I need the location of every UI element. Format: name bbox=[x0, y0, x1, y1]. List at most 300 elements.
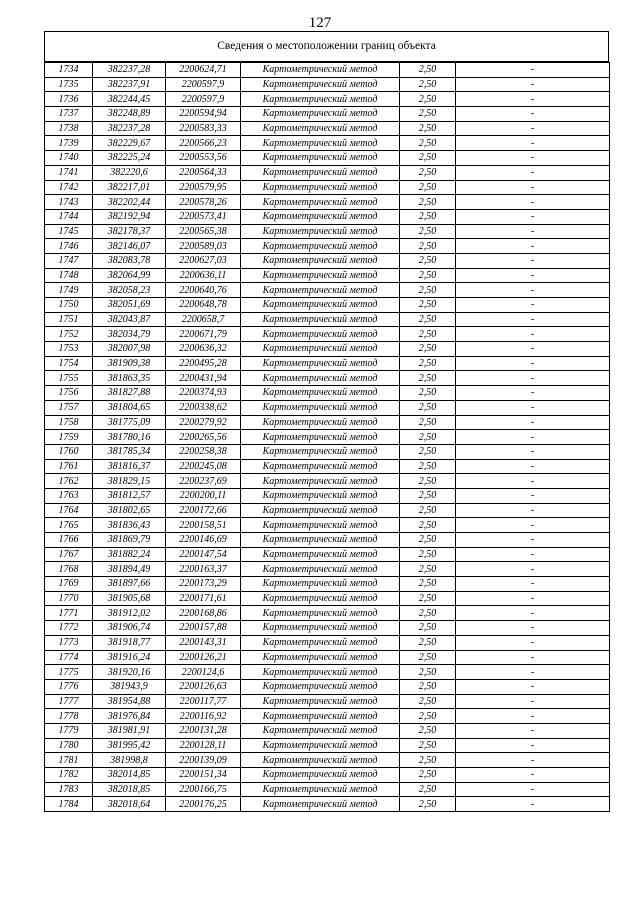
note-cell: - bbox=[456, 121, 610, 136]
coord-y-cell: 2200648,78 bbox=[166, 298, 241, 313]
note-cell: - bbox=[456, 327, 610, 342]
table-row bbox=[45, 430, 610, 445]
table-row bbox=[45, 136, 610, 151]
point-number-cell: 1747 bbox=[45, 253, 93, 268]
accuracy-cell: 2,50 bbox=[400, 768, 456, 783]
coord-y-cell: 2200143,31 bbox=[166, 635, 241, 650]
method-cell: Картометрический метод bbox=[241, 327, 400, 342]
table-row bbox=[45, 312, 610, 327]
method-cell: Картометрический метод bbox=[241, 797, 400, 812]
coord-x-cell: 382083,78 bbox=[93, 253, 166, 268]
note-cell: - bbox=[456, 298, 610, 313]
accuracy-cell: 2,50 bbox=[400, 121, 456, 136]
note-cell: - bbox=[456, 738, 610, 753]
note-cell: - bbox=[456, 356, 610, 371]
coord-y-cell: 2200146,69 bbox=[166, 533, 241, 548]
table-title: Сведения о местоположении границ объекта bbox=[44, 31, 609, 62]
note-cell: - bbox=[456, 239, 610, 254]
coord-y-cell: 2200566,23 bbox=[166, 136, 241, 151]
coord-x-cell: 382007,98 bbox=[93, 342, 166, 357]
coord-y-cell: 2200158,51 bbox=[166, 518, 241, 533]
accuracy-cell: 2,50 bbox=[400, 268, 456, 283]
method-cell: Картометрический метод bbox=[241, 107, 400, 122]
coord-x-cell: 381897,66 bbox=[93, 577, 166, 592]
point-number-cell: 1738 bbox=[45, 121, 93, 136]
table-row bbox=[45, 738, 610, 753]
method-cell: Картометрический метод bbox=[241, 195, 400, 210]
coord-x-cell: 381816,37 bbox=[93, 459, 166, 474]
note-cell: - bbox=[456, 92, 610, 107]
table-row bbox=[45, 209, 610, 224]
coord-x-cell: 382237,28 bbox=[93, 63, 166, 78]
coord-y-cell: 2200265,56 bbox=[166, 430, 241, 445]
coord-x-cell: 381785,34 bbox=[93, 444, 166, 459]
coord-x-cell: 382220,6 bbox=[93, 165, 166, 180]
table-row bbox=[45, 268, 610, 283]
point-number-cell: 1770 bbox=[45, 591, 93, 606]
coord-y-cell: 2200172,66 bbox=[166, 503, 241, 518]
note-cell: - bbox=[456, 503, 610, 518]
point-number-cell: 1752 bbox=[45, 327, 93, 342]
coord-y-cell: 2200578,26 bbox=[166, 195, 241, 210]
point-number-cell: 1767 bbox=[45, 547, 93, 562]
note-cell: - bbox=[456, 195, 610, 210]
point-number-cell: 1759 bbox=[45, 430, 93, 445]
method-cell: Картометрический метод bbox=[241, 562, 400, 577]
accuracy-cell: 2,50 bbox=[400, 474, 456, 489]
table-row bbox=[45, 547, 610, 562]
table-row bbox=[45, 665, 610, 680]
accuracy-cell: 2,50 bbox=[400, 665, 456, 680]
table-row bbox=[45, 298, 610, 313]
accuracy-cell: 2,50 bbox=[400, 459, 456, 474]
note-cell: - bbox=[456, 209, 610, 224]
coord-x-cell: 381775,09 bbox=[93, 415, 166, 430]
method-cell: Картометрический метод bbox=[241, 371, 400, 386]
coord-y-cell: 2200157,88 bbox=[166, 621, 241, 636]
point-number-cell: 1775 bbox=[45, 665, 93, 680]
accuracy-cell: 2,50 bbox=[400, 386, 456, 401]
accuracy-cell: 2,50 bbox=[400, 635, 456, 650]
note-cell: - bbox=[456, 753, 610, 768]
method-cell: Картометрический метод bbox=[241, 547, 400, 562]
coord-x-cell: 381863,35 bbox=[93, 371, 166, 386]
note-cell: - bbox=[456, 312, 610, 327]
note-cell: - bbox=[456, 547, 610, 562]
note-cell: - bbox=[456, 577, 610, 592]
method-cell: Картометрический метод bbox=[241, 635, 400, 650]
point-number-cell: 1742 bbox=[45, 180, 93, 195]
table-row bbox=[45, 356, 610, 371]
method-cell: Картометрический метод bbox=[241, 488, 400, 503]
table-row bbox=[45, 606, 610, 621]
point-number-cell: 1782 bbox=[45, 768, 93, 783]
coord-x-cell: 382064,99 bbox=[93, 268, 166, 283]
table-row bbox=[45, 253, 610, 268]
point-number-cell: 1754 bbox=[45, 356, 93, 371]
point-number-cell: 1743 bbox=[45, 195, 93, 210]
point-number-cell: 1781 bbox=[45, 753, 93, 768]
coord-x-cell: 382237,91 bbox=[93, 77, 166, 92]
method-cell: Картометрический метод bbox=[241, 518, 400, 533]
coord-x-cell: 382244,45 bbox=[93, 92, 166, 107]
coord-y-cell: 2200245,08 bbox=[166, 459, 241, 474]
method-cell: Картометрический метод bbox=[241, 415, 400, 430]
method-cell: Картометрический метод bbox=[241, 239, 400, 254]
point-number-cell: 1751 bbox=[45, 312, 93, 327]
coord-x-cell: 381918,77 bbox=[93, 635, 166, 650]
coord-x-cell: 381954,88 bbox=[93, 694, 166, 709]
accuracy-cell: 2,50 bbox=[400, 694, 456, 709]
point-number-cell: 1762 bbox=[45, 474, 93, 489]
accuracy-cell: 2,50 bbox=[400, 224, 456, 239]
note-cell: - bbox=[456, 151, 610, 166]
method-cell: Картометрический метод bbox=[241, 356, 400, 371]
coord-x-cell: 381909,38 bbox=[93, 356, 166, 371]
method-cell: Картометрический метод bbox=[241, 430, 400, 445]
method-cell: Картометрический метод bbox=[241, 92, 400, 107]
table-row bbox=[45, 386, 610, 401]
method-cell: Картометрический метод bbox=[241, 650, 400, 665]
coord-x-cell: 381905,68 bbox=[93, 591, 166, 606]
coord-x-cell: 382202,44 bbox=[93, 195, 166, 210]
method-cell: Картометрический метод bbox=[241, 298, 400, 313]
table-row bbox=[45, 224, 610, 239]
point-number-cell: 1758 bbox=[45, 415, 93, 430]
coord-x-cell: 381804,65 bbox=[93, 400, 166, 415]
method-cell: Картометрический метод bbox=[241, 782, 400, 797]
table-row bbox=[45, 577, 610, 592]
table-row bbox=[45, 768, 610, 783]
table-row bbox=[45, 180, 610, 195]
point-number-cell: 1784 bbox=[45, 797, 93, 812]
note-cell: - bbox=[456, 723, 610, 738]
table-row bbox=[45, 488, 610, 503]
table-row bbox=[45, 533, 610, 548]
table-body bbox=[45, 63, 610, 812]
method-cell: Картометрический метод bbox=[241, 694, 400, 709]
coord-y-cell: 2200594,94 bbox=[166, 107, 241, 122]
point-number-cell: 1768 bbox=[45, 562, 93, 577]
accuracy-cell: 2,50 bbox=[400, 518, 456, 533]
note-cell: - bbox=[456, 621, 610, 636]
coord-y-cell: 2200565,38 bbox=[166, 224, 241, 239]
method-cell: Картометрический метод bbox=[241, 121, 400, 136]
accuracy-cell: 2,50 bbox=[400, 312, 456, 327]
coord-x-cell: 382014,85 bbox=[93, 768, 166, 783]
accuracy-cell: 2,50 bbox=[400, 195, 456, 210]
table-row bbox=[45, 165, 610, 180]
coord-y-cell: 2200258,38 bbox=[166, 444, 241, 459]
point-number-cell: 1746 bbox=[45, 239, 93, 254]
accuracy-cell: 2,50 bbox=[400, 327, 456, 342]
accuracy-cell: 2,50 bbox=[400, 400, 456, 415]
coord-y-cell: 2200200,11 bbox=[166, 488, 241, 503]
coord-y-cell: 2200579,95 bbox=[166, 180, 241, 195]
note-cell: - bbox=[456, 430, 610, 445]
accuracy-cell: 2,50 bbox=[400, 650, 456, 665]
point-number-cell: 1764 bbox=[45, 503, 93, 518]
coord-x-cell: 381920,16 bbox=[93, 665, 166, 680]
coord-x-cell: 382248,89 bbox=[93, 107, 166, 122]
coord-x-cell: 381943,9 bbox=[93, 679, 166, 694]
note-cell: - bbox=[456, 459, 610, 474]
point-number-cell: 1761 bbox=[45, 459, 93, 474]
method-cell: Картометрический метод bbox=[241, 577, 400, 592]
note-cell: - bbox=[456, 665, 610, 680]
note-cell: - bbox=[456, 694, 610, 709]
accuracy-cell: 2,50 bbox=[400, 77, 456, 92]
method-cell: Картометрический метод bbox=[241, 459, 400, 474]
accuracy-cell: 2,50 bbox=[400, 488, 456, 503]
coord-y-cell: 2200553,56 bbox=[166, 151, 241, 166]
table-row bbox=[45, 77, 610, 92]
coord-x-cell: 382146,07 bbox=[93, 239, 166, 254]
point-number-cell: 1750 bbox=[45, 298, 93, 313]
coord-y-cell: 2200163,37 bbox=[166, 562, 241, 577]
table-row bbox=[45, 709, 610, 724]
coord-y-cell: 2200374,93 bbox=[166, 386, 241, 401]
method-cell: Картометрический метод bbox=[241, 312, 400, 327]
coord-x-cell: 381995,42 bbox=[93, 738, 166, 753]
accuracy-cell: 2,50 bbox=[400, 738, 456, 753]
note-cell: - bbox=[456, 782, 610, 797]
note-cell: - bbox=[456, 768, 610, 783]
method-cell: Картометрический метод bbox=[241, 503, 400, 518]
table-row bbox=[45, 342, 610, 357]
table-row bbox=[45, 371, 610, 386]
method-cell: Картометрический метод bbox=[241, 444, 400, 459]
page-number: 127 bbox=[308, 15, 332, 31]
table-row bbox=[45, 121, 610, 136]
point-number-cell: 1763 bbox=[45, 488, 93, 503]
table-row bbox=[45, 694, 610, 709]
coord-y-cell: 2200176,25 bbox=[166, 797, 241, 812]
method-cell: Картометрический метод bbox=[241, 180, 400, 195]
method-cell: Картометрический метод bbox=[241, 165, 400, 180]
accuracy-cell: 2,50 bbox=[400, 547, 456, 562]
table-row bbox=[45, 503, 610, 518]
method-cell: Картометрический метод bbox=[241, 342, 400, 357]
coord-x-cell: 381812,57 bbox=[93, 488, 166, 503]
method-cell: Картометрический метод bbox=[241, 606, 400, 621]
note-cell: - bbox=[456, 591, 610, 606]
point-number-cell: 1756 bbox=[45, 386, 93, 401]
accuracy-cell: 2,50 bbox=[400, 239, 456, 254]
accuracy-cell: 2,50 bbox=[400, 209, 456, 224]
coord-y-cell: 2200166,75 bbox=[166, 782, 241, 797]
point-number-cell: 1736 bbox=[45, 92, 93, 107]
point-number-cell: 1749 bbox=[45, 283, 93, 298]
coord-x-cell: 382051,69 bbox=[93, 298, 166, 313]
table-row bbox=[45, 621, 610, 636]
note-cell: - bbox=[456, 268, 610, 283]
coord-y-cell: 2200168,86 bbox=[166, 606, 241, 621]
coord-x-cell: 381894,49 bbox=[93, 562, 166, 577]
coord-y-cell: 2200131,28 bbox=[166, 723, 241, 738]
method-cell: Картометрический метод bbox=[241, 136, 400, 151]
method-cell: Картометрический метод bbox=[241, 63, 400, 78]
coord-y-cell: 2200147,54 bbox=[166, 547, 241, 562]
table-row bbox=[45, 782, 610, 797]
coord-y-cell: 2200279,92 bbox=[166, 415, 241, 430]
coord-x-cell: 381916,24 bbox=[93, 650, 166, 665]
accuracy-cell: 2,50 bbox=[400, 107, 456, 122]
table-row bbox=[45, 723, 610, 738]
table-row bbox=[45, 518, 610, 533]
table-row bbox=[45, 239, 610, 254]
table-row bbox=[45, 444, 610, 459]
method-cell: Картометрический метод bbox=[241, 474, 400, 489]
point-number-cell: 1780 bbox=[45, 738, 93, 753]
accuracy-cell: 2,50 bbox=[400, 577, 456, 592]
table-row bbox=[45, 151, 610, 166]
note-cell: - bbox=[456, 342, 610, 357]
table-row bbox=[45, 591, 610, 606]
method-cell: Картометрический метод bbox=[241, 679, 400, 694]
note-cell: - bbox=[456, 63, 610, 78]
coord-y-cell: 2200564,33 bbox=[166, 165, 241, 180]
coord-x-cell: 382237,28 bbox=[93, 121, 166, 136]
table-row bbox=[45, 797, 610, 812]
coord-x-cell: 381976,84 bbox=[93, 709, 166, 724]
coord-y-cell: 2200636,11 bbox=[166, 268, 241, 283]
point-number-cell: 1778 bbox=[45, 709, 93, 724]
coord-y-cell: 2200173,29 bbox=[166, 577, 241, 592]
coord-x-cell: 382229,67 bbox=[93, 136, 166, 151]
method-cell: Картометрический метод bbox=[241, 533, 400, 548]
coord-y-cell: 2200624,71 bbox=[166, 63, 241, 78]
point-number-cell: 1774 bbox=[45, 650, 93, 665]
accuracy-cell: 2,50 bbox=[400, 92, 456, 107]
coord-y-cell: 2200171,61 bbox=[166, 591, 241, 606]
method-cell: Картометрический метод bbox=[241, 386, 400, 401]
coord-y-cell: 2200573,41 bbox=[166, 209, 241, 224]
accuracy-cell: 2,50 bbox=[400, 709, 456, 724]
coord-x-cell: 382034,79 bbox=[93, 327, 166, 342]
coord-y-cell: 2200627,03 bbox=[166, 253, 241, 268]
table-row bbox=[45, 92, 610, 107]
accuracy-cell: 2,50 bbox=[400, 679, 456, 694]
method-cell: Картометрический метод bbox=[241, 753, 400, 768]
point-number-cell: 1740 bbox=[45, 151, 93, 166]
table-row bbox=[45, 107, 610, 122]
accuracy-cell: 2,50 bbox=[400, 503, 456, 518]
method-cell: Картометрический метод bbox=[241, 665, 400, 680]
coord-y-cell: 2200128,11 bbox=[166, 738, 241, 753]
point-number-cell: 1773 bbox=[45, 635, 93, 650]
note-cell: - bbox=[456, 400, 610, 415]
method-cell: Картометрический метод bbox=[241, 591, 400, 606]
table-row bbox=[45, 415, 610, 430]
table-row bbox=[45, 562, 610, 577]
coord-x-cell: 381869,79 bbox=[93, 533, 166, 548]
method-cell: Картометрический метод bbox=[241, 77, 400, 92]
point-number-cell: 1766 bbox=[45, 533, 93, 548]
accuracy-cell: 2,50 bbox=[400, 723, 456, 738]
coord-x-cell: 381981,91 bbox=[93, 723, 166, 738]
method-cell: Картометрический метод bbox=[241, 738, 400, 753]
note-cell: - bbox=[456, 474, 610, 489]
note-cell: - bbox=[456, 518, 610, 533]
coord-x-cell: 382018,85 bbox=[93, 782, 166, 797]
coord-y-cell: 2200597,9 bbox=[166, 77, 241, 92]
coord-x-cell: 381836,43 bbox=[93, 518, 166, 533]
coord-y-cell: 2200151,34 bbox=[166, 768, 241, 783]
accuracy-cell: 2,50 bbox=[400, 430, 456, 445]
point-number-cell: 1735 bbox=[45, 77, 93, 92]
method-cell: Картометрический метод bbox=[241, 209, 400, 224]
coord-y-cell: 2200640,76 bbox=[166, 283, 241, 298]
table-row bbox=[45, 195, 610, 210]
accuracy-cell: 2,50 bbox=[400, 591, 456, 606]
accuracy-cell: 2,50 bbox=[400, 298, 456, 313]
point-number-cell: 1741 bbox=[45, 165, 93, 180]
note-cell: - bbox=[456, 107, 610, 122]
note-cell: - bbox=[456, 488, 610, 503]
note-cell: - bbox=[456, 283, 610, 298]
coord-y-cell: 2200338,62 bbox=[166, 400, 241, 415]
point-number-cell: 1757 bbox=[45, 400, 93, 415]
coord-x-cell: 381882,24 bbox=[93, 547, 166, 562]
coord-x-cell: 381998,8 bbox=[93, 753, 166, 768]
coord-x-cell: 381906,74 bbox=[93, 621, 166, 636]
accuracy-cell: 2,50 bbox=[400, 63, 456, 78]
method-cell: Картометрический метод bbox=[241, 268, 400, 283]
point-number-cell: 1783 bbox=[45, 782, 93, 797]
note-cell: - bbox=[456, 224, 610, 239]
accuracy-cell: 2,50 bbox=[400, 371, 456, 386]
point-number-cell: 1737 bbox=[45, 107, 93, 122]
coord-x-cell: 381829,15 bbox=[93, 474, 166, 489]
accuracy-cell: 2,50 bbox=[400, 180, 456, 195]
accuracy-cell: 2,50 bbox=[400, 444, 456, 459]
method-cell: Картометрический метод bbox=[241, 400, 400, 415]
coord-y-cell: 2200636,32 bbox=[166, 342, 241, 357]
note-cell: - bbox=[456, 444, 610, 459]
accuracy-cell: 2,50 bbox=[400, 283, 456, 298]
table-row bbox=[45, 459, 610, 474]
note-cell: - bbox=[456, 165, 610, 180]
method-cell: Картометрический метод bbox=[241, 621, 400, 636]
table-row bbox=[45, 283, 610, 298]
coord-y-cell: 2200117,77 bbox=[166, 694, 241, 709]
point-number-cell: 1777 bbox=[45, 694, 93, 709]
coord-x-cell: 381827,88 bbox=[93, 386, 166, 401]
coord-y-cell: 2200597,9 bbox=[166, 92, 241, 107]
accuracy-cell: 2,50 bbox=[400, 136, 456, 151]
table-row bbox=[45, 327, 610, 342]
coord-x-cell: 381912,02 bbox=[93, 606, 166, 621]
point-number-cell: 1748 bbox=[45, 268, 93, 283]
note-cell: - bbox=[456, 533, 610, 548]
coord-y-cell: 2200671,79 bbox=[166, 327, 241, 342]
coord-y-cell: 2200126,21 bbox=[166, 650, 241, 665]
note-cell: - bbox=[456, 606, 610, 621]
coord-y-cell: 2200658,7 bbox=[166, 312, 241, 327]
point-number-cell: 1776 bbox=[45, 679, 93, 694]
table-row bbox=[45, 635, 610, 650]
accuracy-cell: 2,50 bbox=[400, 165, 456, 180]
note-cell: - bbox=[456, 635, 610, 650]
accuracy-cell: 2,50 bbox=[400, 342, 456, 357]
note-cell: - bbox=[456, 650, 610, 665]
coord-x-cell: 382192,94 bbox=[93, 209, 166, 224]
point-number-cell: 1753 bbox=[45, 342, 93, 357]
point-number-cell: 1765 bbox=[45, 518, 93, 533]
point-number-cell: 1744 bbox=[45, 209, 93, 224]
coord-y-cell: 2200431,94 bbox=[166, 371, 241, 386]
